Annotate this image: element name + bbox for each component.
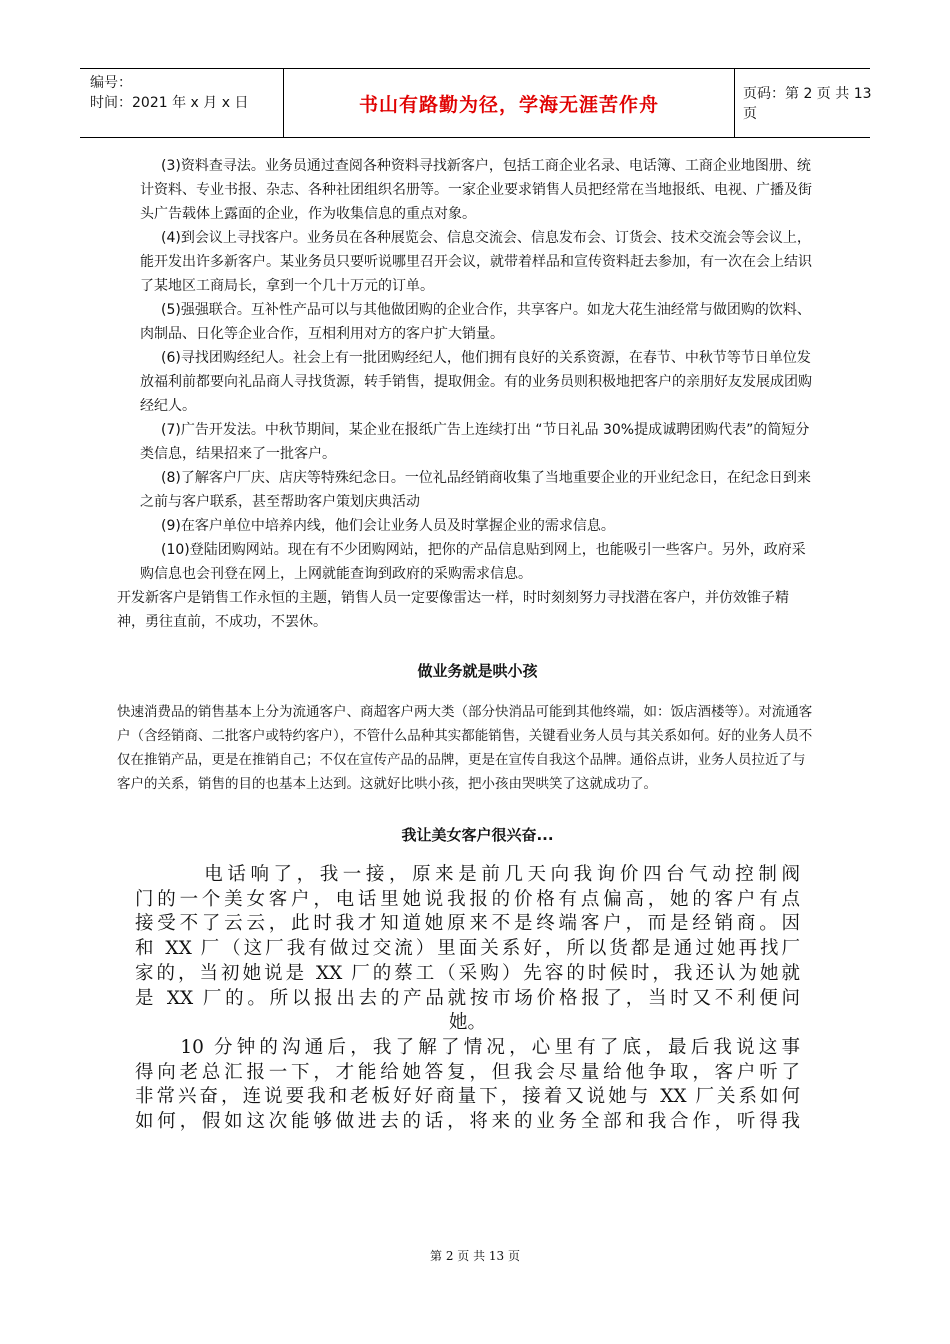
methods-list (117, 154, 815, 634)
method-8: (8)了解客户厂庆、店庆等特殊纪念日。一位礼品经销商收集了当地重要企业的开业纪念日，在纪念日到来之前与客户联系，甚至帮助客户策划庆典活动 (140, 470, 811, 510)
method-4: (4)到会议上寻找客户。业务员在各种展览会、信息交流会、信息发布会、订货会、技术交流会等会议上，能开发出许多新客户。某业务员只要听说哪里召开会议，就带着样品和宣传资料赶去参加，有一次在会上结识了某地区工商局长，拿到一个几十万元的订单。 (140, 230, 812, 294)
story-line: 电话响了，我一接，原来是前几天向我询价四台气动控制阀 (135, 864, 800, 885)
method-9: (9)在客户单位中培养内线，他们会让业务人员及时掌握企业的需求信息。 (161, 518, 615, 534)
story-line: 接受不了云云，此时我才知道她原来不是终端客户，而是经销商。因 (135, 913, 800, 935)
story-line: 门的一个美女客户，电话里她说我报的价格有点偏高，她的客户有点 (135, 888, 800, 910)
page-header (80, 68, 870, 138)
header-meta (80, 69, 283, 141)
section-title-coaxing: 做业务就是哄小孩 (417, 662, 538, 680)
story-line: 和 XX 厂（这厂我有做过交流）里面关系好，所以货都是通过她再找厂 (135, 938, 800, 960)
method-7: (7)广告开发法。中秋节期间，某企业在报纸广告上连续打出 “节日礼品 30%提成诚聘团购代表”的简短分类信息，结果招来了一批客户。 (140, 422, 810, 462)
method-6: (6)寻找团购经纪人。社会上有一批团购经纪人，他们拥有良好的关系资源，在春节、中秋节等节日单位发放福利前都要向礼品商人寻找货源，转手销售，提取佣金。有的业务员则积极地把客户的亲朋好友发展成团购经纪人。 (140, 350, 812, 414)
header-motto: 书山有路勤为径，学海无涯苦作舟 (283, 69, 735, 137)
header-page-info: 页码：第 2 页 共 13 页 (743, 86, 872, 122)
story-paragraph-2 (135, 1036, 800, 1135)
page-footer: 第 2 页 共 13 页 (430, 1249, 520, 1263)
story-line: 是 XX 厂的。所以报出去的产品就按市场价格报了，当时又不利便问 (135, 987, 800, 1009)
time-label: 时间：2021 年 x 月 x 日 (90, 95, 249, 111)
section-body-coaxing: 快速消费品的销售基本上分为流通客户、商超客户两大类（部分快消品可能到其他终端，如：饭店酒楼等）。对流通客户（含经销商、二批客户或特约客户），不管什么品种其实都能销售，关键看业务人员与其关系如何。好的业务人员不仅在推销产品，更是在推销自己；不仅在宣传产品的品牌，更是在宣传自我这个品牌。通俗点讲，业务人员拉近了与客户的关系，销售的目的也基本上达到。这就好比哄小孩，把小孩由哭哄笑了这就成功了。 (117, 704, 813, 792)
story-line: 非常兴奋，连说要我和老板好好商量下，接着又说她与 XX 厂关系如何 (135, 1086, 800, 1108)
method-3: (3)资料查寻法。业务员通过查阅各种资料寻找新客户，包括工商企业名录、电话簿、工商企业地图册、统计资料、专业书报、杂志、各种社团组织名册等。一家企业要求销售人员把经常在当地报纸、电视、广播及街头广告载体上露面的企业，作为收集信息的重点对象。 (140, 158, 812, 222)
method-5: (5)强强联合。互补性产品可以与其他做团购的企业合作，共享客户。如龙大花生油经常与做团购的饮料、肉制品、日化等企业合作，互相利用对方的客户扩大销量。 (140, 302, 811, 342)
conclusion-paragraph: 开发新客户是销售工作永恒的主题，销售人员一定要像雷达一样，时时刻刻努力寻找潜在客户，并仿效锥子精神，勇往直前，不成功，不罢休。 (117, 590, 789, 630)
story-line: 家的，当初她说是 XX 厂的蔡工（采购）先容的时候时，我还认为她就 (135, 962, 800, 984)
number-label: 编号： (90, 75, 132, 91)
story-line: 她。 (448, 1012, 486, 1034)
story-line: 10 分钟的沟通后，我了解了情况，心里有了底，最后我说这事 (135, 1036, 800, 1058)
story-line: 如何，假如这次能够做进去的话，将来的业务全部和我合作，听得我 (135, 1111, 800, 1133)
document-body (117, 154, 815, 1135)
section-title-client: 我让美女客户很兴奋... (401, 826, 554, 844)
story-line: 得向老总汇报一下，才能给她答复，但我会尽量给他争取，客户听了 (135, 1061, 800, 1083)
method-10: (10)登陆团购网站。现在有不少团购网站，把你的产品信息贴到网上，也能吸引一些客户。另外，政府采购信息也会刊登在网上，上网就能查询到政府的采购需求信息。 (140, 542, 806, 582)
story-paragraph-1 (135, 863, 800, 1036)
